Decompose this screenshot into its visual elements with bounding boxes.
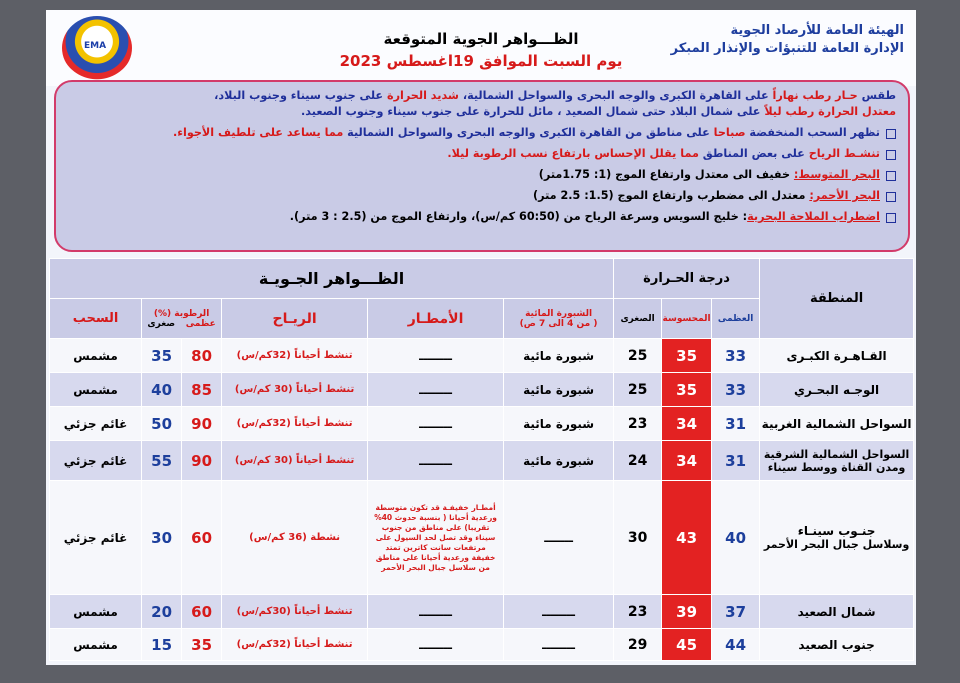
tfeel-cell: 34	[662, 407, 712, 441]
tmax-cell: 33	[712, 339, 760, 373]
tmin-cell: 29	[614, 629, 662, 661]
header-tmax: العظمى	[712, 299, 760, 339]
table-row	[50, 407, 914, 441]
tmin-cell: 30	[614, 481, 662, 595]
humidity-min-cell: 35	[142, 339, 182, 373]
header-tfeel: المحسوسة	[662, 299, 712, 339]
region-cell: جنوب الصعيد	[760, 629, 914, 661]
bullet-mediterranean: البحر المتوسط: خفيف الى معتدل وارتفاع الموج (1: 1.75متر)	[68, 167, 896, 183]
tmax-cell: 40	[712, 481, 760, 595]
page-title: الظـــواهر الجوية المتوقعة	[383, 30, 579, 48]
forecast-table	[49, 258, 914, 661]
header-cloud: السحب	[50, 299, 142, 339]
humidity-min-cell: 55	[142, 441, 182, 481]
tfeel-cell: 35	[662, 339, 712, 373]
humidity-max-cell: 80	[182, 339, 222, 373]
table-row	[50, 629, 914, 661]
bullet-red-sea: البحر الأحمر: معتدل الى مضطرب وارتفاع الموج (1.5: 2.5 متر)	[68, 188, 896, 204]
tmin-cell: 23	[614, 595, 662, 629]
tmin-cell: 23	[614, 407, 662, 441]
fog-cell: شبورة مائية	[504, 407, 614, 441]
tmin-cell: 24	[614, 441, 662, 481]
header-region: المنطقة	[760, 259, 914, 339]
region-cell: الوجـه البحـري	[760, 373, 914, 407]
fog-cell: شبورة مائية	[504, 373, 614, 407]
humidity-max-cell: 60	[182, 481, 222, 595]
region-cell: السواحل الشمالية الشرقية ومدن القناة ووسط سيناء	[760, 441, 914, 481]
rain-cell: ــــــــ	[368, 595, 504, 629]
rain-cell: ــــــــ	[368, 629, 504, 661]
weather-summary	[54, 80, 910, 252]
rain-cell: ــــــــ	[368, 373, 504, 407]
tmax-cell: 37	[712, 595, 760, 629]
header-humidity: الرطوبة (%) عظمى صغرى	[142, 299, 222, 339]
humidity-min-cell: 50	[142, 407, 182, 441]
region-cell: جنـوب سينـاء وسلاسل جبال البحر الأحمر	[760, 481, 914, 595]
humidity-min-cell: 15	[142, 629, 182, 661]
ema-logo-icon: EMA	[62, 16, 132, 80]
fog-cell: شبورة مائية	[504, 441, 614, 481]
humidity-min-cell: 40	[142, 373, 182, 407]
wind-cell: تنشط أحياناً (32كم/س)	[222, 339, 368, 373]
cloud-cell: مشمس	[50, 339, 142, 373]
tmax-cell: 44	[712, 629, 760, 661]
checkbox-bullet-icon	[886, 171, 896, 181]
wind-cell: تنشط أحياناً (30 كم/س)	[222, 441, 368, 481]
tfeel-cell: 35	[662, 373, 712, 407]
org-line-1: الهيئة العامة للأرصاد الجوية	[730, 23, 904, 38]
header-tmin: الصغرى	[614, 299, 662, 339]
tfeel-cell: 34	[662, 441, 712, 481]
wind-cell: نشطة (36 كم/س)	[222, 481, 368, 595]
fog-cell: ــــــــ	[504, 595, 614, 629]
header	[46, 10, 916, 86]
header-wind: الريـاح	[222, 299, 368, 339]
bullet-low-clouds: تظهر السحب المنخفضة صباحا على مناطق من القاهرة الكبرى والوجه البحرى والسواحل الشمالية مما يساعد على تلطيف الأجواء.	[68, 125, 896, 141]
checkbox-bullet-icon	[886, 213, 896, 223]
header-rain: الأمطـار	[368, 299, 504, 339]
bullet-winds: تنشـط الرياح على بعض المناطق مما يقلل الإحساس بارتفاع نسب الرطوبة ليلا.	[68, 146, 896, 162]
wind-cell: تنشط أحياناً (32كم/س)	[222, 407, 368, 441]
tmax-cell: 33	[712, 373, 760, 407]
humidity-max-cell: 85	[182, 373, 222, 407]
wind-cell: تنشط أحياناً (32كم/س)	[222, 629, 368, 661]
forecast-sheet	[46, 10, 916, 665]
fog-cell: ــــــــ	[504, 629, 614, 661]
region-cell: السواحل الشمالية الغربية	[760, 407, 914, 441]
table-row	[50, 595, 914, 629]
humidity-max-cell: 90	[182, 407, 222, 441]
table-row	[50, 481, 914, 595]
summary-line-2: معتدل الحرارة رطب ليلاً على شمال البلاد حتى شمال الصعيد ، مائل للحرارة على جنوب سيناء وجنوب الصعيد.	[301, 105, 896, 118]
title-block	[316, 30, 646, 70]
header-fog: الشبورة المائية ( من 4 الى 7 ص)	[504, 299, 614, 339]
humidity-max-cell: 90	[182, 441, 222, 481]
rain-cell: ــــــــ	[368, 339, 504, 373]
rain-cell: ــــــــ	[368, 407, 504, 441]
tfeel-cell: 45	[662, 629, 712, 661]
tmax-cell: 31	[712, 407, 760, 441]
checkbox-bullet-icon	[886, 150, 896, 160]
header-phenomena: الظـــواهر الجـويـة	[50, 259, 614, 299]
fog-cell: ـــــــ	[504, 481, 614, 595]
cloud-cell: مشمس	[50, 629, 142, 661]
checkbox-bullet-icon	[886, 129, 896, 139]
summary-line-1: طقس حـار رطب نهاراً على القاهرة الكبرى والوجه البحرى والسواحل الشمالية، شديد الحرارة على جنوب سيناء وجنوب البلاد،	[214, 89, 896, 102]
humidity-max-cell: 35	[182, 629, 222, 661]
tmin-cell: 25	[614, 339, 662, 373]
cloud-cell: مشمس	[50, 373, 142, 407]
humidity-min-cell: 30	[142, 481, 182, 595]
humidity-max-cell: 60	[182, 595, 222, 629]
tfeel-cell: 39	[662, 595, 712, 629]
org-line-2: الإدارة العامة للتنبؤات والإنذار المبكر	[670, 41, 904, 56]
header-temperature: درجة الحـرارة	[614, 259, 760, 299]
tmax-cell: 31	[712, 441, 760, 481]
cloud-cell: غائم جزئي	[50, 481, 142, 595]
fog-cell: شبورة مائية	[504, 339, 614, 373]
wind-cell: تنشط أحياناً (30 كم/س)	[222, 373, 368, 407]
rain-cell: ــــــــ	[368, 441, 504, 481]
organization-name	[671, 22, 904, 58]
table-row	[50, 339, 914, 373]
region-cell: شمال الصعيد	[760, 595, 914, 629]
table-row	[50, 441, 914, 481]
cloud-cell: غائم جزئي	[50, 407, 142, 441]
tfeel-cell: 43	[662, 481, 712, 595]
bullet-navigation: اضطراب الملاحة البحرية: خليج السويس وسرعة الرياح من (60:50 كم/س)، وارتفاع الموج من (2.5 : 3 متر).	[68, 209, 896, 225]
tmin-cell: 25	[614, 373, 662, 407]
cloud-cell: غائم جزئي	[50, 441, 142, 481]
date-line: يوم السبت الموافق 19اغسطس 2023	[339, 52, 623, 70]
checkbox-bullet-icon	[886, 192, 896, 202]
rain-note-cell: أمطـار خفيفـة قد تكون متوسطة ورعدية أحيانا ( بنسبة حدوث 40% تقريبا) على مناطق من جنوب سيناء وقد تصل لحد السيول على مرتفعات سانت كاترين تمتد خفيفة ورعدية أحيانا على مناطق من سلاسل جبال البحر الأحمر	[368, 481, 504, 595]
cloud-cell: مشمس	[50, 595, 142, 629]
humidity-min-cell: 20	[142, 595, 182, 629]
wind-cell: تنشط أحياناً (30كم/س)	[222, 595, 368, 629]
region-cell: القـاهـرة الكبـرى	[760, 339, 914, 373]
table-row	[50, 373, 914, 407]
